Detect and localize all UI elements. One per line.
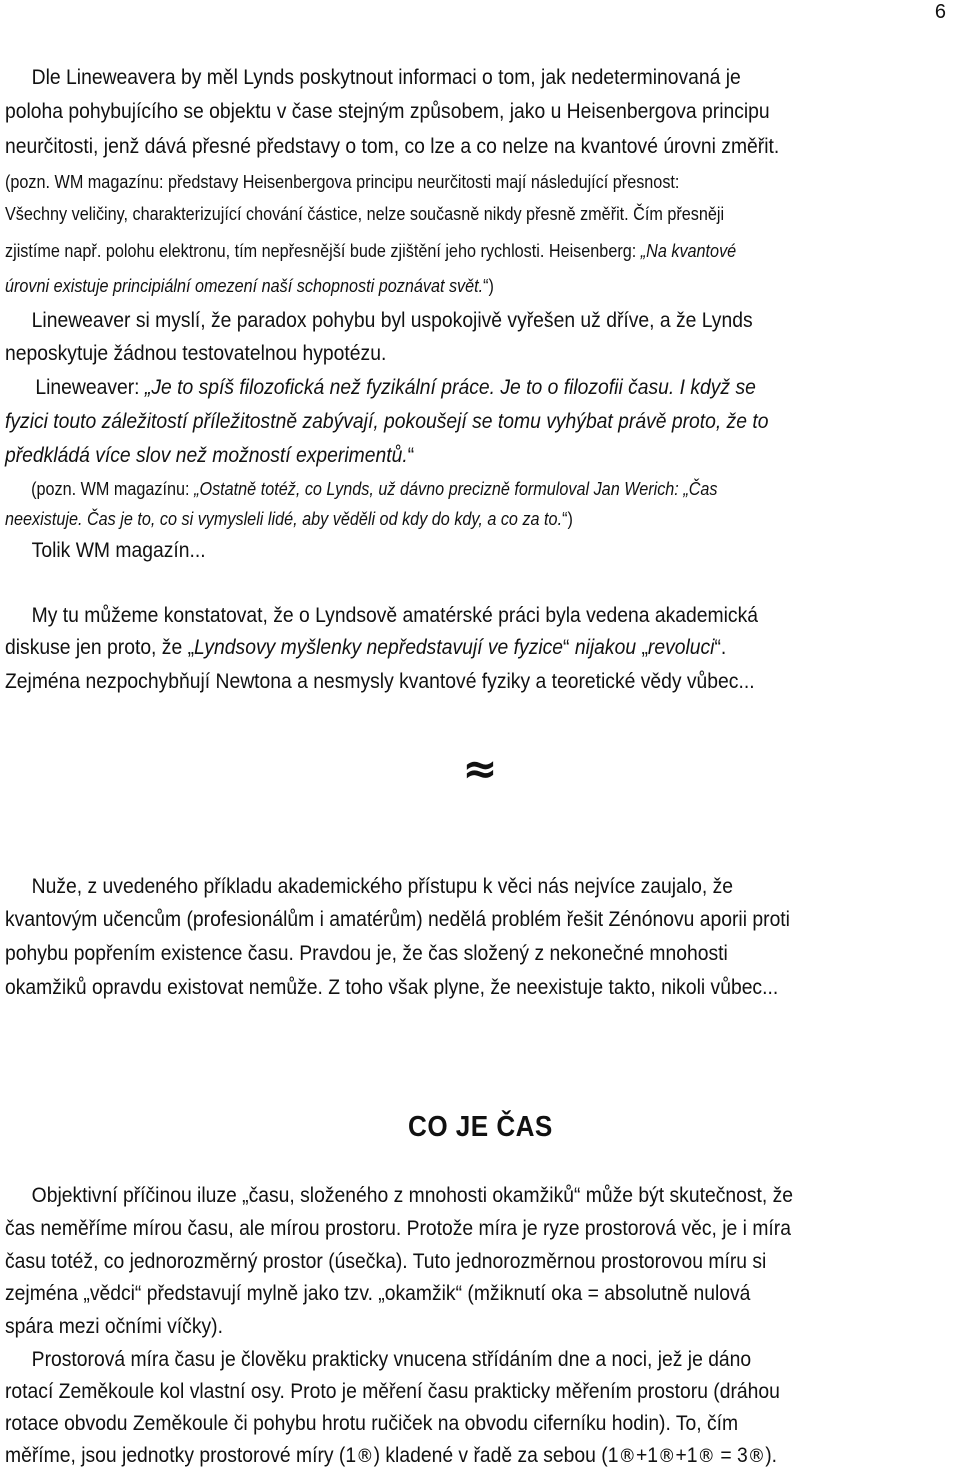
p5-l2-g: “.	[714, 636, 727, 659]
p8-line-2: rotací Zeměkoule kol vlastní osy. Proto je měření času prakticky měřením prostoru (dráhou	[5, 1380, 780, 1403]
p3-quote-end: předkládá více slov než možností experimentů.	[5, 444, 408, 467]
p7-line-4: zejména „vědci“ představují mylně jako tzv. „okamžik“ (mžiknutí oka = absolutně nulová	[5, 1282, 751, 1305]
p3-line-2: fyzici touto záležitostí příležitostně zabývají, pokoušejí se tomu vyhýbat právě proto, že to	[5, 410, 769, 433]
p7-line-2: čas neměříme mírou času, ale mírou prostoru. Protože míra je ryze prostorová věc, je i míra	[5, 1217, 791, 1240]
p5-line-2	[5, 636, 726, 660]
heisenberg-quote-start: „Na kvantové	[640, 241, 737, 261]
registered-symbol: ®	[747, 1445, 766, 1467]
p5-line-3: Zejména nezpochybňují Newtona a nesmysly kvantové fyziky a teoretické vědy vůbec...	[5, 670, 755, 693]
p8-l4-i: = 3	[714, 1444, 748, 1467]
p3-close: “	[407, 444, 415, 467]
p5-line-1: My tu můžeme konstatovat, že o Lyndsově amatérské práci byla vedena akademická	[31, 604, 758, 627]
p7-line-1: Objektivní příčinou iluze „času, složeného z mnohosti okamžiků“ může být skutečnost, že	[31, 1184, 794, 1207]
note2-line-1	[5, 479, 718, 500]
p5-l2-nijakou: nijakou	[574, 636, 637, 659]
p8-l4-g: +1	[675, 1444, 698, 1467]
p3-line-1	[5, 376, 756, 400]
p8-line-3: rotace obvodu Zeměkoule či pohybu hrotu ručiček na obvodu ciferníku hodin). To, čím	[5, 1412, 739, 1435]
werich-quote-end: neexistuje. Čas je to, co si vymysleli lidé, aby věděli od kdy do kdy, a co za to.	[5, 509, 563, 529]
registered-symbol: ®	[356, 1445, 374, 1467]
registered-symbol: ®	[697, 1445, 715, 1467]
p2-line-1: Lineweaver si myslí, že paradox pohybu byl uspokojivě vyřešen už dříve, a že Lynds	[31, 309, 753, 332]
note1-line-3	[5, 241, 736, 262]
p8-l4-c: ) kladené v řadě za sebou (1	[373, 1444, 619, 1467]
p2-line-2: neposkytuje žádnou testovatelnou hypotézu.	[5, 342, 387, 365]
p5-l2-e: „	[636, 636, 648, 659]
note1-line-3-text: zjistíme např. polohu elektronu, tím nepřesnější bude zjištění jeho rychlosti. Heisenberg:	[5, 241, 641, 261]
section-heading-text: CO JE ČAS	[407, 1111, 553, 1143]
note2-label: (pozn. WM magazínu:	[31, 479, 195, 499]
approx-separator: ≈	[462, 744, 498, 793]
p5-l2-revoluci: revoluci	[647, 636, 715, 659]
page-number: 6	[934, 1, 946, 23]
p5-l2-c: “	[563, 636, 575, 659]
p5-l2-a: diskuse jen proto, že „	[5, 636, 195, 659]
note1-line-4	[5, 276, 494, 297]
p1-line-1: Dle Lineweavera by měl Lynds poskytnout informaci o tom, jak nedeterminovaná je	[31, 66, 741, 89]
note2-line-2	[5, 509, 573, 530]
p5-l2-quote: Lyndsovy myšlenky nepředstavují ve fyzice	[194, 636, 564, 659]
p3-speaker: Lineweaver:	[35, 376, 145, 399]
note1-line-1: (pozn. WM magazínu: představy Heisenbergova principu neurčitosti mají následující přesnost:	[5, 172, 680, 192]
registered-symbol: ®	[618, 1445, 636, 1467]
p6-line-2: kvantovým učencům (profesionálům i amatérům) nedělá problém řešit Zénónovu aporii proti	[5, 908, 790, 931]
p8-l4-e: +1	[635, 1444, 658, 1467]
note2-close: “)	[562, 509, 573, 529]
p3-quote-start: „Je to spíš filozofická než fyzikální práce. Je to o filozofii času. I když se	[144, 376, 756, 399]
p6-line-4: okamžiků opravdu existovat nemůže. Z toho však plyne, že neexistuje takto, nikoli vůbec...	[5, 976, 779, 999]
p8-l4-a: měříme, jsou jednotky prostorové míry (1	[5, 1444, 357, 1467]
registered-symbol: ®	[657, 1445, 676, 1467]
section-heading	[0, 1110, 960, 1145]
p8-l4-k: ).	[765, 1444, 778, 1467]
p8-line-4	[5, 1444, 777, 1468]
p1-line-3: neurčitosti, jenž dává přesné představy o tom, co lze a co nelze na kvantové úrovni změřit.	[5, 135, 780, 158]
p3-line-3	[5, 444, 414, 468]
werich-quote-start: „Ostatně totéž, co Lynds, už dávno precizně formuloval Jan Werich: „Čas	[194, 479, 718, 499]
p6-line-1: Nuže, z uvedeného příkladu akademického přístupu k věci nás nejvíce zaujalo, že	[31, 875, 733, 898]
p1-line-2: poloha pohybujícího se objektu v čase stejným způsobem, jako u Heisenbergova principu	[5, 100, 770, 123]
p7-line-5: spára mezi očními víčky).	[5, 1315, 223, 1338]
heisenberg-quote-end: úrovni existuje principiální omezení naší schopnosti poznávat svět.	[5, 276, 484, 296]
p7-line-3: času totéž, co jednorozměrný prostor (úsečka). Tuto jednorozměrnou prostorovou míru si	[5, 1250, 767, 1273]
p8-line-1: Prostorová míra času je člověku prakticky vnucena střídáním dne a noci, jež je dáno	[31, 1348, 752, 1371]
note1-close: “)	[483, 276, 494, 296]
p6-line-3: pohybu popřením existence času. Pravdou je, že čas složený z nekonečné mnohosti	[5, 942, 728, 965]
p4-line: Tolik WM magazín...	[31, 539, 206, 562]
note1-line-2: Všechny veličiny, charakterizující chování částice, nelze současně nikdy přesně změřit. Čím přesněji	[5, 204, 725, 224]
